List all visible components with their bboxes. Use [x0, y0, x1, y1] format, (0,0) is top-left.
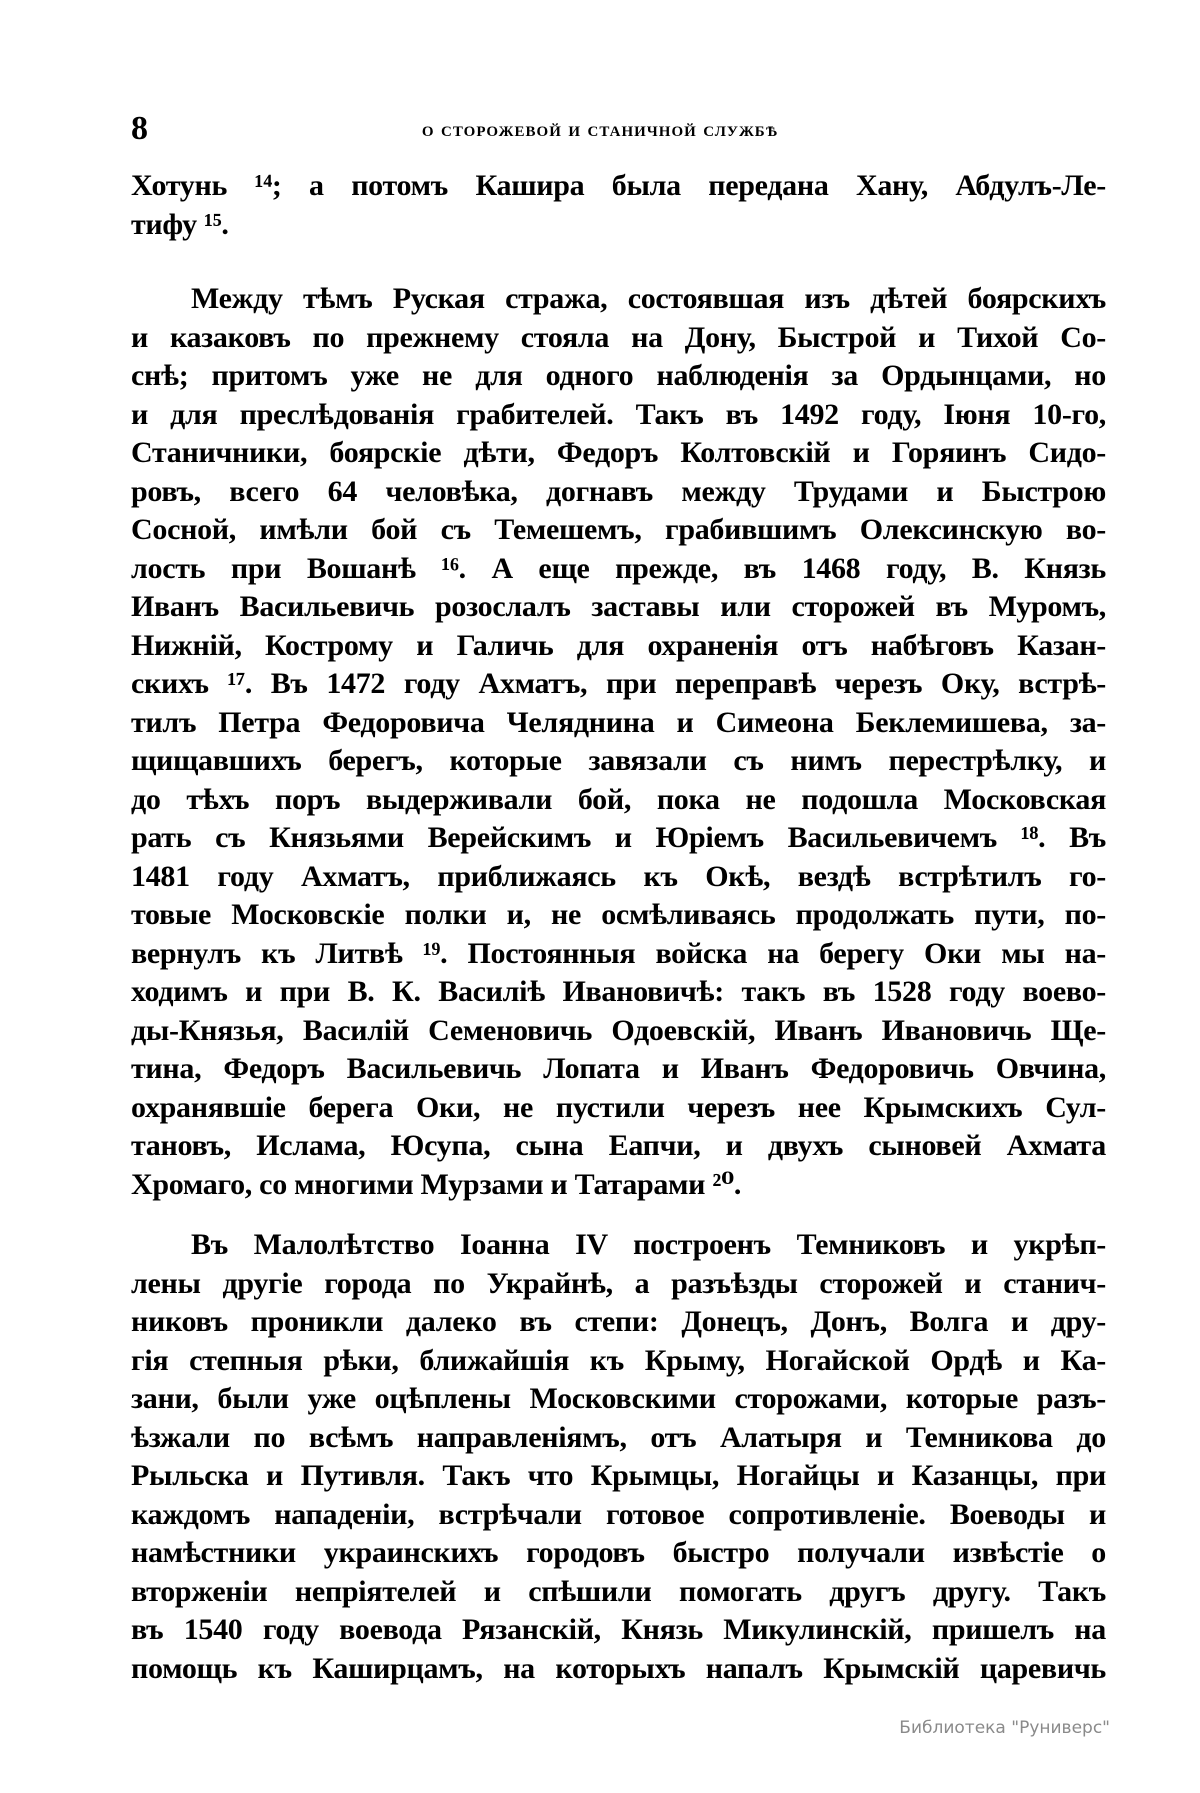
text-line: скихъ ¹⁷. Въ 1472 году Ахматъ, при переправѣ черезъ Оку, встрѣ- [131, 667, 1106, 700]
paragraph-1 [131, 167, 1106, 244]
paragraph-3 [131, 1226, 1106, 1688]
text-line: снѣ; притомъ уже не для одного наблюденія за Ордынцами, но [131, 359, 1106, 392]
text-line: тифу ¹⁵. [131, 207, 229, 241]
text-line: Между тѣмъ Руская стража, состоявшая изъ дѣтей боярскихъ [191, 282, 1106, 315]
text-line: въ 1540 году воевода Рязанскій, Князь Микулинскій, пришелъ на [131, 1613, 1106, 1646]
text-line: намѣстники украинскихъ городовъ быстро получали извѣстіе о [131, 1536, 1106, 1569]
text-line: Станичники, боярскіе дѣти, Федоръ Колтовскій и Горяинъ Сидо- [131, 436, 1106, 469]
text-line: до тѣхъ поръ выдерживали бой, пока не подошла Московская [131, 782, 1106, 816]
text-line: тина, Федоръ Васильевичь Лопата и Иванъ Федоровичь Овчина, [131, 1052, 1106, 1085]
text-line: щищавшихъ берегъ, которые завязали съ нимъ перестрѣлку, и [131, 744, 1106, 777]
text-line: каждомъ нападеніи, встрѣчали готовое сопротивленіе. Воеводы и [131, 1497, 1106, 1531]
text-line: ѣзжали по всѣмъ направленіямъ, отъ Алатыря и Темникова до [131, 1420, 1106, 1454]
text-line: и казаковъ по прежнему стояла на Дону, Быстрой и Тихой Со- [131, 320, 1106, 354]
watermark: Библиотека "Руниверс" [899, 1718, 1110, 1738]
text-line: Хромаго, со многими Мурзами и Татарами ²⁰. [131, 1167, 742, 1201]
text-line: товые Московскіе полки и, не осмѣливаясь продолжать пути, по- [131, 898, 1106, 931]
text-line: Сосной, имѣли бой съ Темешемъ, грабившимъ Олексинскую во- [131, 513, 1106, 546]
text-line: зани, были уже оцѣплены Московскими сторожами, которые разъ- [131, 1382, 1106, 1415]
text-line: рать съ Князьями Верейскимъ и Юріемъ Васильевичемъ ¹⁸. Въ [131, 821, 1106, 854]
text-line: 1481 году Ахматъ, приближаясь къ Окѣ, вездѣ встрѣтилъ го- [131, 859, 1106, 893]
text-line: никовъ проникли далеко въ степи: Донецъ, Донъ, Волга и дру- [131, 1305, 1106, 1338]
text-line: Иванъ Васильевичь розослалъ заставы или сторожей въ Муромъ, [131, 590, 1106, 623]
text-line: Въ Малолѣтство Іоанна IV построенъ Темниковъ и укрѣп- [191, 1228, 1106, 1261]
text-line: ды-Князья, Василій Семеновичь Одоевскій, Иванъ Ивановичь Ще- [131, 1013, 1106, 1047]
running-title: о сторожевой и станичной службѣ [421, 116, 779, 141]
paragraph-2 [131, 280, 1106, 1204]
text-line: лены другіе города по Украйнѣ, а разъѣзды сторожей и станич- [131, 1266, 1106, 1300]
text-line: и для преслѣдованія грабителей. Такъ въ 1492 году, Іюня 10-го, [131, 397, 1106, 431]
text-line: тилъ Петра Федоровича Челяднина и Симеона Беклемишева, за- [131, 705, 1106, 739]
text-line: лость при Вошанѣ ¹⁶. А еще прежде, въ 1468 году, В. Князь [131, 551, 1106, 585]
text-line: ровъ, всего 64 человѣка, догнавъ между Трудами и Быстрою [131, 474, 1106, 508]
text-line: ходимъ и при В. К. Василіѣ Ивановичѣ: такъ въ 1528 году воево- [131, 975, 1106, 1008]
text-line: вторженіи непріятелей и спѣшили помогать другъ другу. Такъ [131, 1574, 1106, 1608]
text-line: Рыльска и Путивля. Такъ что Крымцы, Ногайцы и Казанцы, при [131, 1459, 1106, 1492]
text-line: помощь къ Каширцамъ, на которыхъ напалъ Крымскій царевичь [131, 1651, 1106, 1685]
text-line: Хотунь ¹⁴; а потомъ Кашира была передана Хану, Абдулъ-Ле- [131, 169, 1106, 202]
text-line: охранявшіе берега Оки, не пустили черезъ нее Крымскихъ Сул- [131, 1090, 1106, 1124]
page-number: 8 [131, 110, 148, 147]
text-line: Нижній, Кострому и Галичь для охраненія отъ набѣговъ Казан- [131, 628, 1106, 662]
text-line: гія степныя рѣки, ближайшія къ Крыму, Ногайской Ордѣ и Ка- [131, 1343, 1106, 1377]
text-line: тановъ, Ислама, Юсупа, сына Еапчи, и двухъ сыновей Ахмата [131, 1129, 1106, 1162]
text-line: вернулъ къ Литвѣ ¹⁹. Постоянныя войска на берегу Оки мы на- [131, 936, 1106, 970]
